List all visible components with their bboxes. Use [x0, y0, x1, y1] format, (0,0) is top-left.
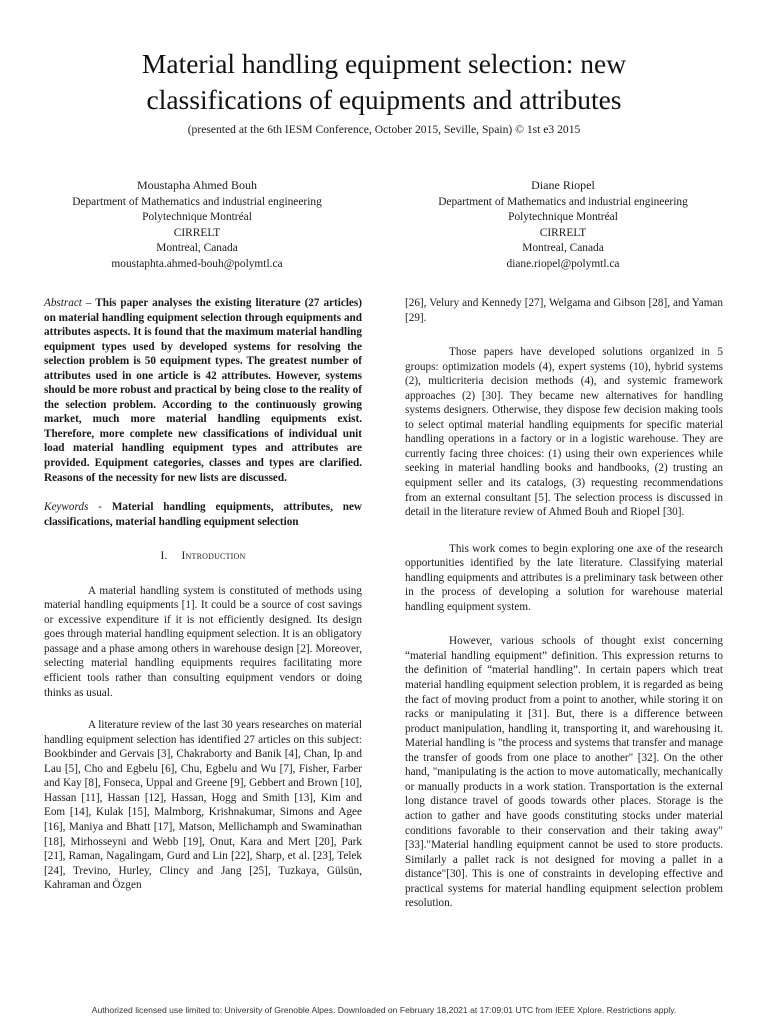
author-city: Montreal, Canada [522, 242, 604, 255]
conference-note: (presented at the 6th IESM Conference, October 2015, Seville, Spain) © 1st e3 2015 [187, 123, 581, 136]
author-lab: CIRRELT [539, 226, 587, 239]
author-email: moustaphta.ahmed-bouh@polymtl.ca [111, 257, 283, 270]
paragraph: A material handling system is constituted of methods using material handling equipments [1]. It could be a source of cost savings or excessive expenditure if it is not efficiently designed. Its design goes through material handling equipment selection. It is an obligatory passage and a phase among others in warehouse design [2]. Moreover, selecting material handling equipments requires facilitating more efficient tools rather than consulting equipment vendors or doing thinks as usual. [44, 584, 362, 699]
author-block-1 [32, 178, 362, 273]
author-department: Department of Mathematics and industrial engineering [72, 195, 322, 208]
keywords-body: Material handling equipments, attributes, new classifications, material handling equipment selection [44, 501, 362, 528]
abstract [44, 296, 362, 485]
paper-title [40, 46, 728, 118]
section-number: I. [160, 550, 168, 563]
author-school: Polytechnique Montréal [508, 211, 618, 224]
author-department: Department of Mathematics and industrial engineering [438, 195, 688, 208]
left-column [44, 296, 362, 893]
author-city: Montreal, Canada [156, 242, 238, 255]
author-block-2 [398, 178, 728, 273]
right-column [405, 296, 723, 911]
paragraph-continued: [26], Velury and Kennedy [27], Welgama and Gibson [28], and Yaman [29]. [405, 297, 723, 324]
license-footer: Authorized licensed use limited to: University of Grenoble Alpes. Downloaded on February 18,2021 at 17:09:01 UTC from IEEE Xplore. Restrictions apply. [91, 1005, 677, 1015]
section-heading [44, 549, 362, 564]
paragraph: However, various schools of thought exist concerning “material handling equipment” definition. This expression returns to the definition of “material handling”. In certain papers which treat material handling equipment selection problem, it is regarded as being the fact of moving product from a point to another, while storing it on racks or manipulating it [31]. But, there is a difference between product manipulation, handling it, transporting it, and warehousing it. Material handling is "the process and systems that transfer and manage the transfer of goods from one place to another" [32]. On the other hand, "manipulating is the action to move automatically, mechanically or manually products in a work station. Transportation is the external long distance travel of goods towards other places. Storage is the action to gather and have goods constituting stocks under material conditions favorable to their conservation and their taking away" [33]."Material handling equipment cannot be used to store products. Similarly a pallet rack is not designed for moving a pallet in a distance"[30]. This is one of constraints in developing effective and practical systems for material handling equipment selection problem resolution. [405, 635, 723, 910]
keywords-lead: Keywords - [44, 501, 102, 514]
keywords [44, 500, 362, 529]
author-name: Moustapha Ahmed Bouh [137, 178, 257, 192]
paragraph: Those papers have developed solutions organized in 5 groups: optimization models (4), expert systems (10), hybrid systems (2), multicriteria decision methods (4), and systemic framework approaches (2) [30]. They became new alternatives for handling systems designers. Otherwise, they dispose few decision making tools to select optimal material handling equipments for specific material handling operations in a factory or in a logistic warehouse. They are currently facing three choices: (1) using their own experiences while seeking in material handling books and handbooks, (2) trusting an equipment seller and its catalogs, (3) requesting recommendations from an external consultant [5]. The selection process is discussed in detail in the literature review of Ahmed Bouh and Riopel [30]. [405, 346, 723, 519]
title-line-1: Material handling equipment selection: new [141, 48, 627, 79]
paragraph: This work comes to begin exploring one axe of the research opportunities identified by the late literature. Classifying material handling equipments and attributes is a preliminary task between other in the process of developing a solution for warehouse material handling equipment system. [405, 542, 723, 613]
abstract-body: This paper analyses the existing literature (27 articles) on material handling equipment selection through equipments and attributes aspects. It is found that the maximum material handling equipment types used by developed systems for resolving the selection problem is 50 equipment types. The greatest number of attributes used in one article is 42 attributes. However, systems should be more robust and practical by being close to the reality of the selection problem. According to the continuously growing market, much more material handling equipments exist. Therefore, more complete new classifications of individual unit load material handling equipment types and attributes are provided. Equipment categories, classes and types are clarified. Reasons of the necessity for new lists are discussed. [44, 297, 362, 484]
paragraph: A literature review of the last 30 years researches on material handling equipment selection has identified 27 articles on this subject: Bookbinder and Gervais [3], Chakraborty and Banik [4], Chan, Ip and Lau [5], Cho and Egbelu [6], Chu, Egbelu and Wu [7], Fisher, Farber and Kay [8], Fonseca, Uppal and Greene [9], Gebbert and Brown [10], Hassan [11], Hassan [12], Hassan, Hogg and Smith [13], Kim and Eom [14], Kulak [15], Malmborg, Krishnakumar, Simons and Agee [16], Maniya and Bhatt [17], Matson, Mellichamph and Swaminathan [18], Mirhosseyni and Webb [19], Onut, Kara and Mert [20], Park [21], Raman, Nagalingam, Gurd and Lin [22], Sharp, et al. [23], Telek [24], Trevino, Hurley, Clincy and Jang [25], Tuzkaya, Gülsün, Kahraman and Özgen [44, 719, 362, 892]
author-lab: CIRRELT [173, 226, 221, 239]
author-email: diane.riopel@polymtl.ca [506, 257, 620, 270]
title-line-2: classifications of equipments and attributes [146, 84, 622, 115]
section-title: Introduction [181, 550, 246, 563]
abstract-lead: Abstract – [44, 297, 92, 309]
author-school: Polytechnique Montréal [142, 211, 252, 224]
author-name: Diane Riopel [531, 178, 595, 192]
